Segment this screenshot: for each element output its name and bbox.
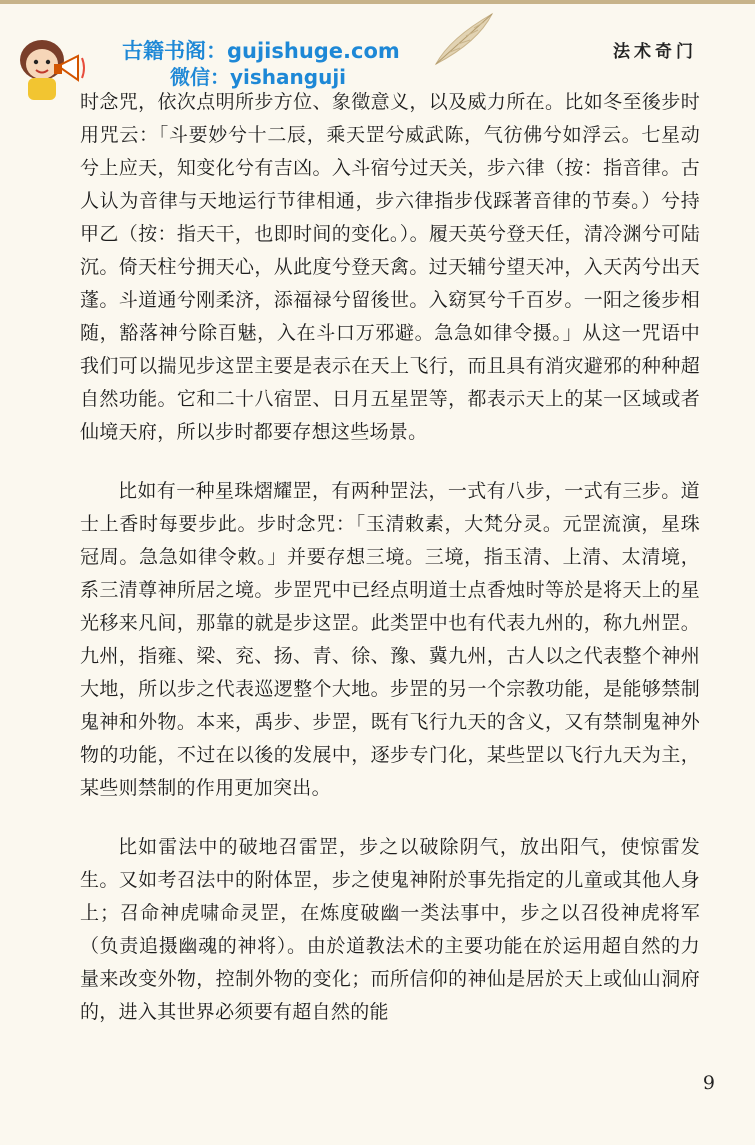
paragraph-2: 比如有一种星珠熠耀罡，有两种罡法，一式有八步，一式有三步。道士上香时每要步此。步时念咒：「玉清敕素，大梵分灵。元罡流演，星珠冠周。急急如律令敕。」并要存想三境。三境，指玉清、上清、太清境，系三清尊神所居之境。步罡咒中已经点明道士点香烛时等於是将天上的星光移来凡间，那靠的就是步这罡。此类罡中也有代表九州的，称九州罡。九州，指雍、梁、兖、扬、青、徐、豫、冀九州，古人以之代表整个神州大地，所以步之代表巡逻整个大地。步罡的另一个宗教功能，是能够禁制鬼神和外物。本来，禹步、步罡，既有飞行九天的含义，又有禁制鬼神外物的功能，不过在以後的发展中，逐步专门化，某些罡以飞行九天为主，某些则禁制的作用更加突出。 bbox=[80, 480, 700, 799]
paragraph-1: 时念咒，依次点明所步方位、象徵意义，以及威力所在。比如冬至後步时用咒云：「斗要妙兮十二辰，乘天罡兮威武陈，气彷佛兮如浮云。七星动兮上应天，知变化兮有吉凶。入斗宿兮过天关，步六律（按：指音律。古人认为音律与天地运行节律相通，步六律指步伐踩著音律的节奏。）兮持甲乙（按：指天干，也即时间的变化。）。履天英兮登天任，清冷渊兮可陆沉。倚天柱兮拥天心，从此度兮登天禽。过天辅兮望天冲，入天芮兮出天蓬。斗道通兮刚柔济，添福禄兮留後世。入窈冥兮千百岁。一阳之後步相随，豁落神兮除百魅，入在斗口万邪避。急急如律令摄。」从这一咒语中我们可以揣见步这罡主要是表示在天上飞行，而且具有消灾避邪的种种超自然功能。它和二十八宿罡、日月五星罡等，都表示天上的某一区域或者仙境天府，所以步时都要存想这些场景。 bbox=[80, 91, 700, 443]
body-text bbox=[80, 86, 700, 1055]
watermark-site: 古籍书阁：gujishuge.com bbox=[122, 39, 400, 63]
feather-icon bbox=[430, 8, 500, 68]
watermark-wechat: 微信：yishanguji bbox=[170, 65, 347, 89]
running-head: 法术奇门 bbox=[613, 42, 697, 62]
watermark bbox=[122, 38, 462, 90]
paragraph-3: 比如雷法中的破地召雷罡，步之以破除阴气，放出阳气，使惊雷发生。又如考召法中的附体罡，步之使鬼神附於事先指定的儿童或其他人身上；召命神虎啸命灵罡，在炼度破幽一类法事中，步之以召役神虎将军（负责追摄幽魂的神将）。由於道教法术的主要功能在於运用超自然的力量来改变外物，控制外物的变化；而所信仰的神仙是居於天上或仙山洞府的，进入其世界必须要有超自然的能 bbox=[80, 836, 700, 1023]
top-border bbox=[0, 0, 755, 4]
mascot-logo-icon bbox=[8, 28, 88, 106]
page-number: 9 bbox=[702, 1072, 715, 1094]
